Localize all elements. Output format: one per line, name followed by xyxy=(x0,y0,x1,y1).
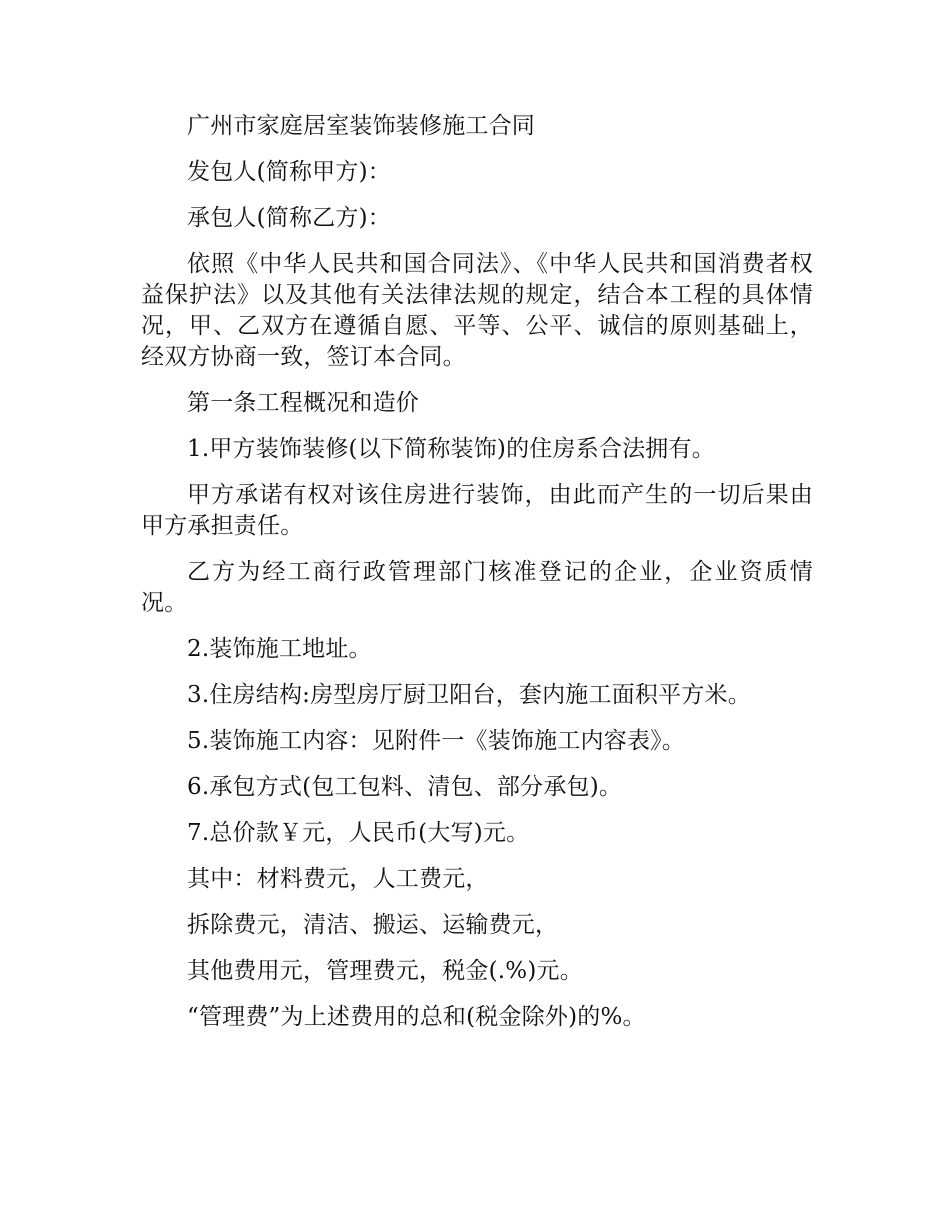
article-one-heading: 第一条工程概况和造价 xyxy=(187,390,419,416)
cost-breakdown-line-2: 拆除费元，清洁、搬运、运输费元， xyxy=(187,912,559,938)
clause-1-party-b-qualification: 乙方为经工商行政管理部门核准登记的企业，企业资质情况。 xyxy=(141,559,813,616)
clause-7-total-price: 7.总价款￥元，人民币(大写)元。 xyxy=(187,820,530,846)
clause-3-structure: 3.住房结构:房型房厅厨卫阳台，套内施工面积平方米。 xyxy=(187,682,751,708)
document-title: 广州市家庭居室装饰装修施工合同 xyxy=(187,113,535,139)
cost-breakdown-line-3: 其他费用元，管理费元，税金(.%)元。 xyxy=(187,958,583,984)
clause-5-content: 5.装饰施工内容：见附件一《装饰施工内容表》。 xyxy=(187,728,686,754)
clause-1-ownership: 1.甲方装饰装修(以下简称装饰)的住房系合法拥有。 xyxy=(187,436,715,462)
clause-6-contract-mode: 6.承包方式(包工包料、清包、部分承包)。 xyxy=(187,774,623,800)
clause-2-address: 2.装饰施工地址。 xyxy=(187,636,372,662)
preamble-paragraph: 依照《中华人民共和国合同法》、《中华人民共和国消费者权益保护法》以及其他有关法律法规的规定，结合本工程的具体情况，甲、乙双方在遵循自愿、平等、公平、诚信的原则基础上，经双方协商一致，签订本合同。 xyxy=(141,251,813,370)
party-a-line: 发包人(简称甲方)： xyxy=(187,159,391,185)
cost-breakdown-line-1: 其中：材料费元，人工费元， xyxy=(187,866,489,892)
party-b-line: 承包人(简称乙方)： xyxy=(187,205,391,231)
clause-1-party-a-commitment: 甲方承诺有权对该住房进行装饰，由此而产生的一切后果由甲方承担责任。 xyxy=(141,482,813,539)
document-body xyxy=(141,111,813,1033)
management-fee-note: “管理费”为上述费用的总和(税金除外)的%。 xyxy=(187,1004,646,1030)
